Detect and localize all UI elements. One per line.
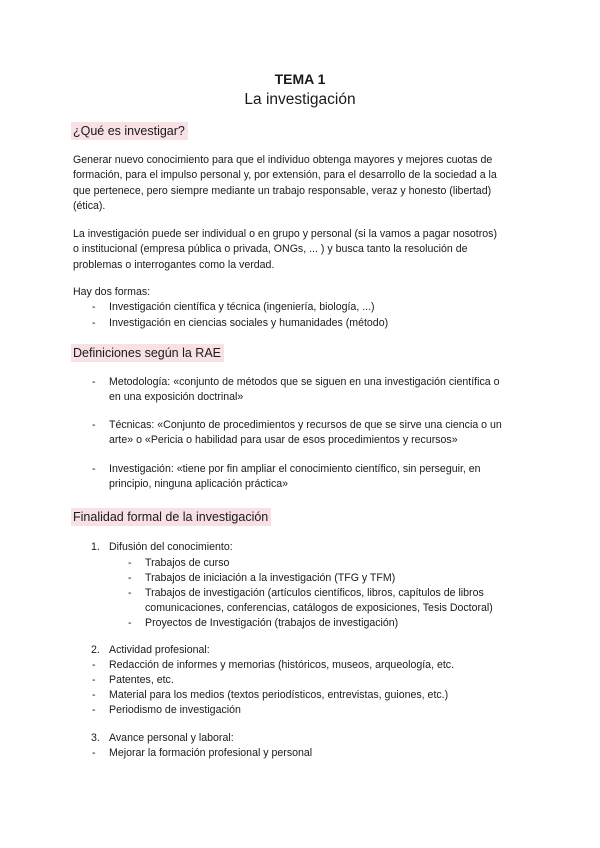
dash-marker: - [92, 317, 96, 329]
list-item: Periodismo de investigación [109, 704, 241, 716]
list-item: Mejorar la formación profesional y personal [109, 747, 313, 759]
section-heading-que-es-investigar: ¿Qué es investigar? [71, 122, 188, 140]
paragraph-types [73, 227, 533, 273]
text-line: Investigación: «tiene por fin ampliar el conocimiento científico, sin perseguir, en [109, 463, 481, 475]
doc-subtitle: La investigación [244, 91, 356, 108]
text-line: arte» o «Pericia o habilidad para usar de esos procedimientos y recursos» [109, 434, 458, 447]
dash-marker: - [92, 689, 96, 701]
forms-intro: Hay dos formas: [73, 286, 151, 298]
list-item: Investigación en ciencias sociales y humanidades (método) [109, 317, 389, 329]
text-line: Técnicas: «Conjunto de procedimientos y recursos de que se sirve una ciencia o un [109, 419, 502, 431]
text-line: principio, ninguna aplicación práctica» [109, 478, 289, 491]
text-line: Metodología: «conjunto de métodos que se siguen en una investigación científica o [109, 376, 500, 388]
list-item: Redacción de informes y memorias (históricos, museos, arqueología, etc. [109, 659, 455, 671]
list-number: 3. [91, 732, 100, 744]
sub-item: Trabajos de curso [145, 557, 230, 569]
dash-marker: - [92, 301, 96, 313]
dash-marker: - [92, 747, 96, 759]
text-line: formación, para el impulso personal y, por extensión, para el desarrollo de la sociedad a la [73, 169, 497, 182]
paragraph-definition [73, 153, 533, 215]
dash-marker: - [128, 587, 132, 599]
dash-marker: - [92, 463, 96, 475]
text-line: La investigación puede ser individual o en grupo y personal (si la vamos a pagar nosotros) [73, 228, 497, 240]
text-line: Generar nuevo conocimiento para que el individuo obtenga mayores y mejores cuotas de [73, 154, 493, 166]
text-line: en una exposición doctrinal» [109, 391, 244, 404]
dash-marker: - [128, 617, 132, 629]
numbered-item-actividad: Actividad profesional: [109, 644, 210, 656]
section-heading-definiciones: Definiciones según la RAE [71, 344, 224, 362]
sub-item-continuation: comunicaciones, conferencias, catálogos de exposiciones, Tesis Doctoral) [145, 602, 493, 614]
list-number: 2. [91, 644, 100, 656]
dash-marker: - [92, 704, 96, 716]
list-number: 1. [91, 541, 100, 553]
numbered-item-difusion: Difusión del conocimiento: [109, 541, 233, 553]
dash-marker: - [128, 572, 132, 584]
list-item: Material para los medios (textos periodísticos, entrevistas, guiones, etc.) [109, 689, 449, 701]
list-item-investigacion [109, 462, 549, 493]
sub-item: Proyectos de Investigación (trabajos de investigación) [145, 617, 399, 629]
dash-marker: - [92, 659, 96, 671]
list-item: Patentes, etc. [109, 674, 174, 686]
sub-item: Trabajos de investigación (artículos científicos, libros, capítulos de libros [145, 587, 484, 599]
section-heading-finalidad: Finalidad formal de la investigación [71, 508, 271, 526]
text-line: o institucional (empresa pública o privada, ONGs, ... ) y busca tanto la resolución de [73, 243, 468, 256]
sub-item: Trabajos de iniciación a la investigación (TFG y TFM) [145, 572, 396, 584]
text-line: (ética). [73, 200, 106, 213]
dash-marker: - [128, 557, 132, 569]
text-line: que pertenece, pero siempre mediante un trabajo responsable, veraz y honesto (libertad) [73, 184, 492, 197]
dash-marker: - [92, 419, 96, 431]
doc-title: TEMA 1 [274, 71, 326, 87]
list-item: Investigación científica y técnica (ingeniería, biología, ...) [109, 301, 375, 313]
numbered-item-avance: Avance personal y laboral: [109, 732, 234, 744]
dash-marker: - [92, 376, 96, 388]
text-line: problemas o interrogantes como la verdad. [73, 258, 275, 271]
list-item-metodologia [109, 375, 549, 406]
list-item-tecnicas [109, 418, 549, 449]
dash-marker: - [92, 674, 96, 686]
